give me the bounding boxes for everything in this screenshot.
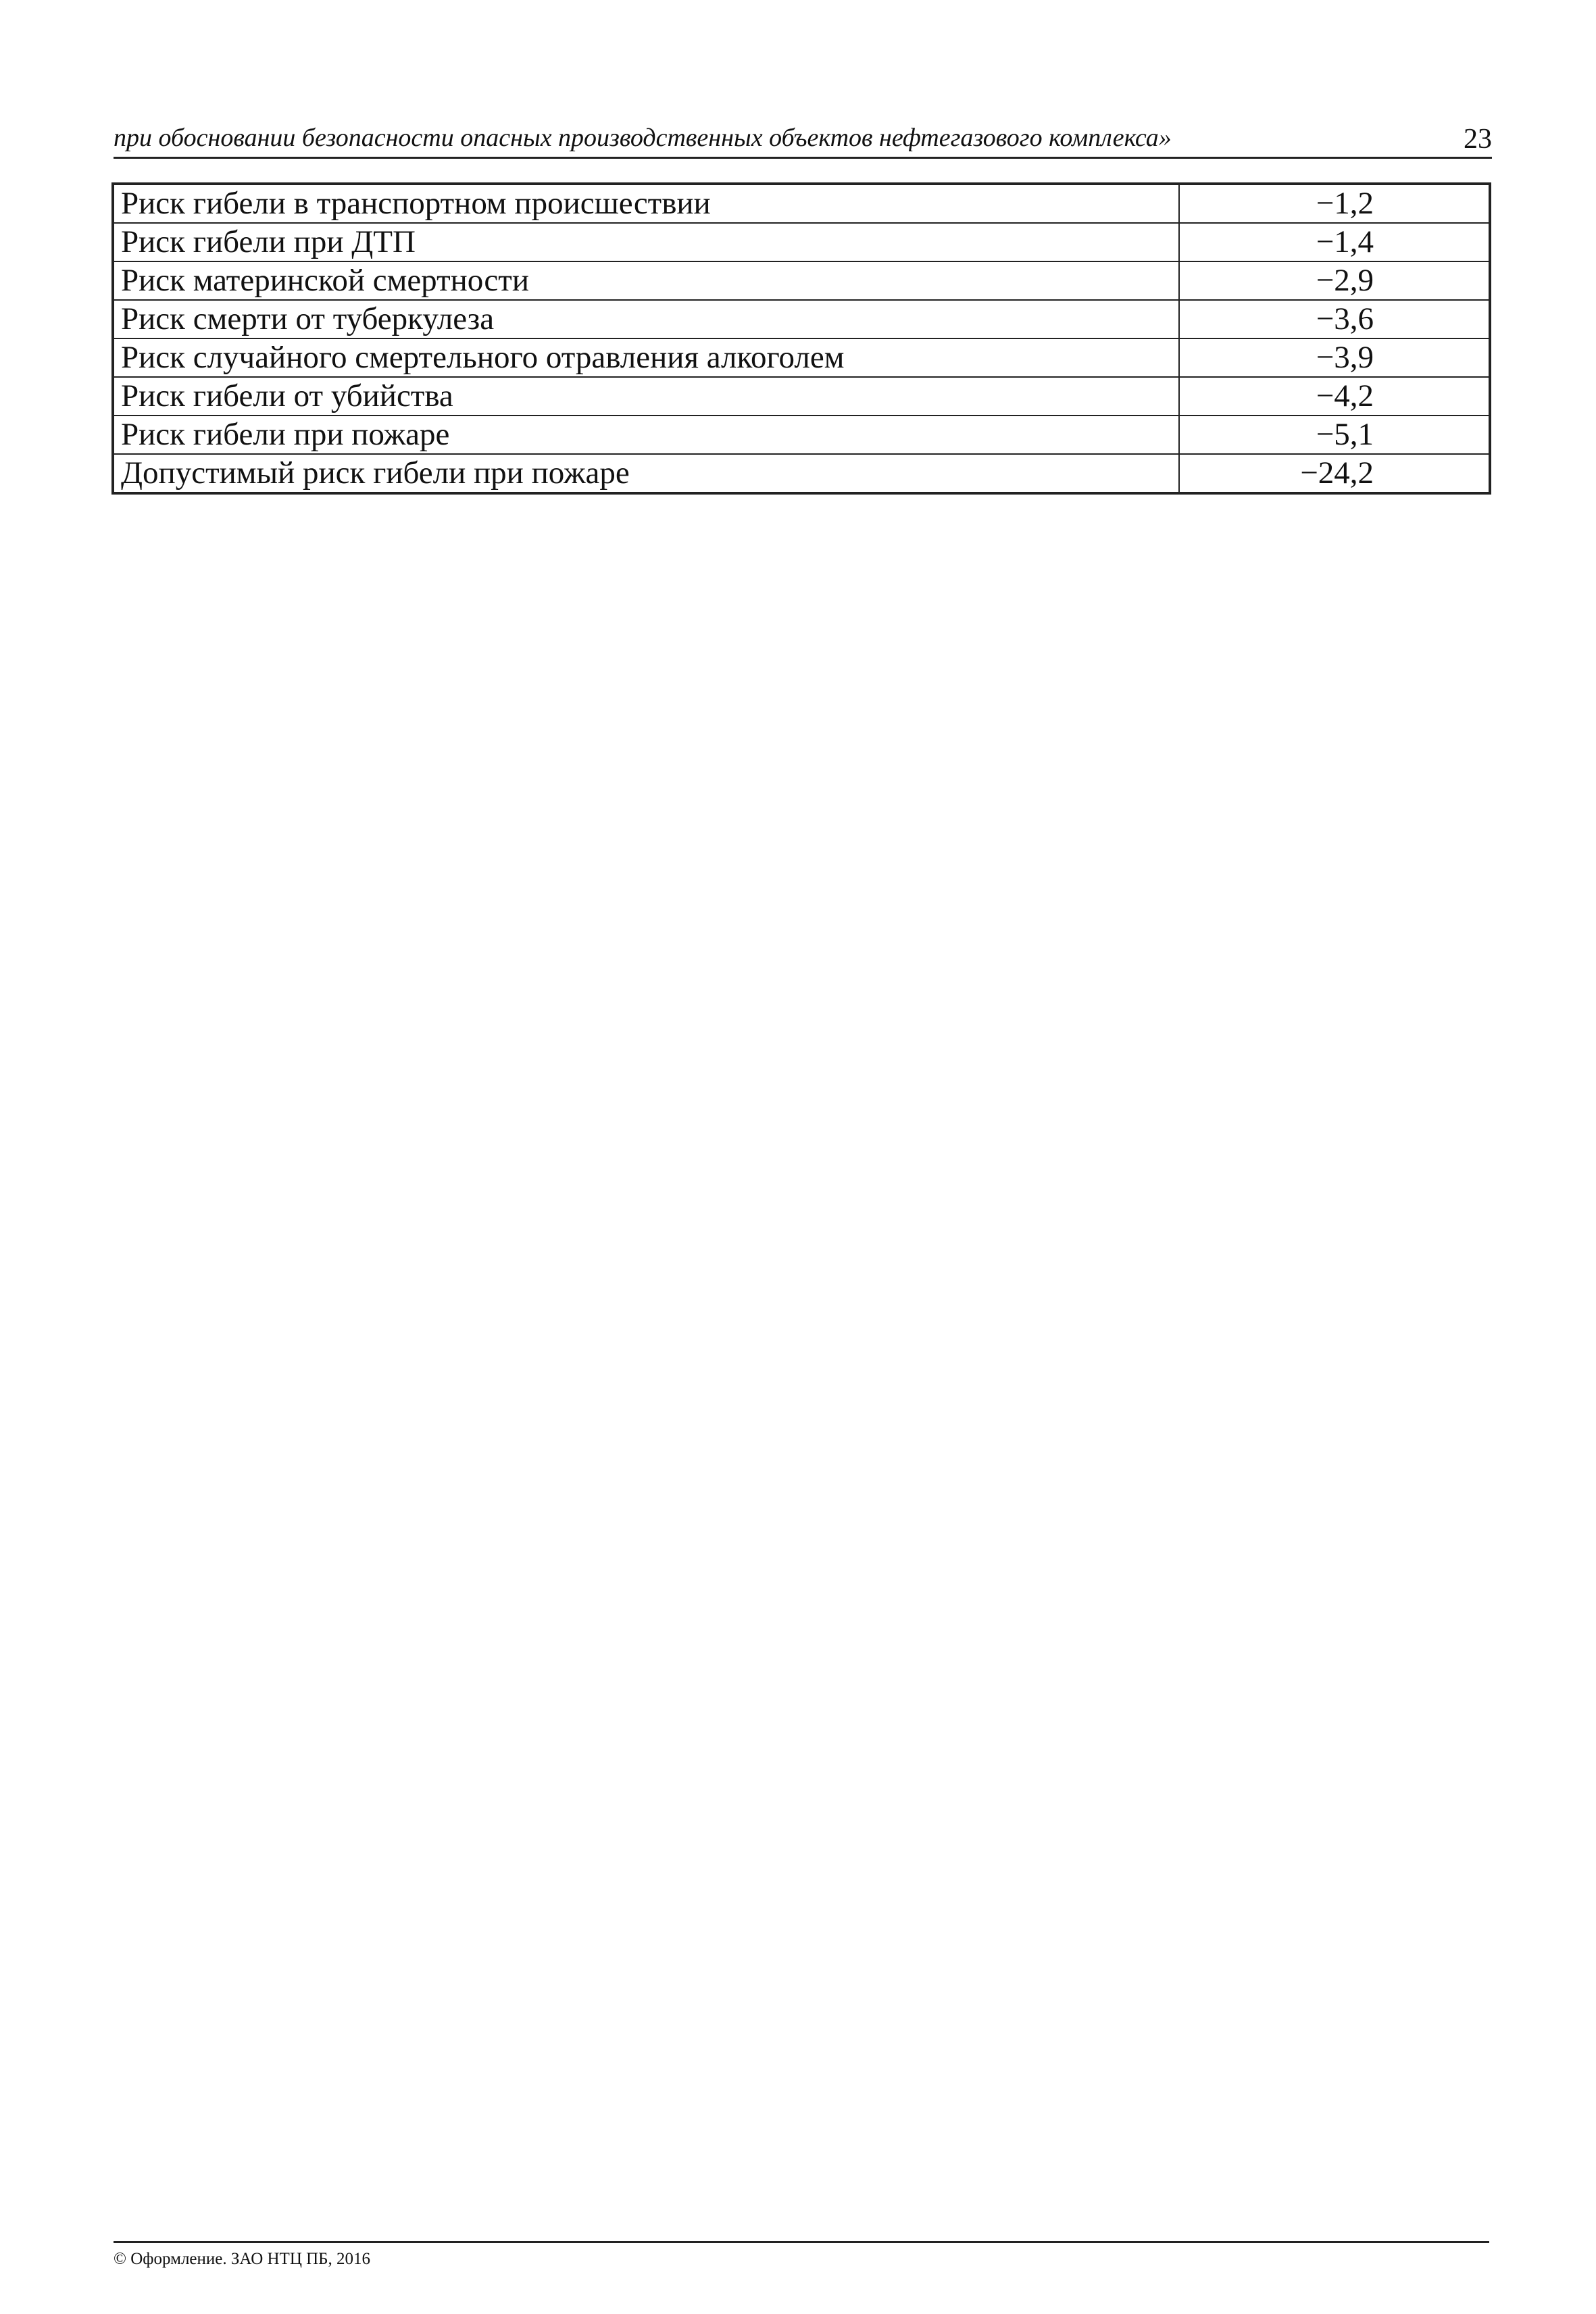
table-row — [113, 338, 1490, 377]
risk-name-cell: Риск случайного смертельного отравления алкоголем — [113, 338, 1179, 377]
risk-table — [111, 182, 1491, 495]
risk-name-cell: Риск гибели при пожаре — [113, 416, 1179, 454]
table-row — [113, 416, 1490, 454]
risk-name-cell: Риск гибели при ДТП — [113, 223, 1179, 261]
table-row — [113, 300, 1490, 338]
table-row — [113, 377, 1490, 416]
running-header-title: при обосновании безопасности опасных производственных объектов нефтегазового комплекса» — [114, 124, 1172, 152]
footer-copyright: © Оформление. ЗАО НТЦ ПБ, 2016 — [114, 2250, 371, 2268]
risk-name-cell: Допустимый риск гибели при пожаре — [113, 454, 1179, 493]
risk-name-cell: Риск смерти от туберкулеза — [113, 300, 1179, 338]
table-row — [113, 223, 1490, 261]
footer-divider — [114, 2241, 1489, 2243]
table-row — [113, 184, 1490, 223]
risk-value-cell: −3,6 — [1179, 300, 1490, 338]
table-row — [113, 261, 1490, 300]
risk-value-cell: −24,2 — [1179, 454, 1490, 493]
risk-name-cell: Риск гибели от убийства — [113, 377, 1179, 416]
risk-name-cell: Риск материнской смертности — [113, 261, 1179, 300]
page-number: 23 — [1464, 124, 1492, 155]
risk-value-cell: −3,9 — [1179, 338, 1490, 377]
risk-name-cell: Риск гибели в транспортном происшествии — [113, 184, 1179, 223]
table-row — [113, 454, 1490, 493]
risk-value-cell: −4,2 — [1179, 377, 1490, 416]
risk-value-cell: −2,9 — [1179, 261, 1490, 300]
risk-value-cell: −1,2 — [1179, 184, 1490, 223]
risk-value-cell: −5,1 — [1179, 416, 1490, 454]
running-header — [114, 116, 1492, 159]
risk-value-cell: −1,4 — [1179, 223, 1490, 261]
